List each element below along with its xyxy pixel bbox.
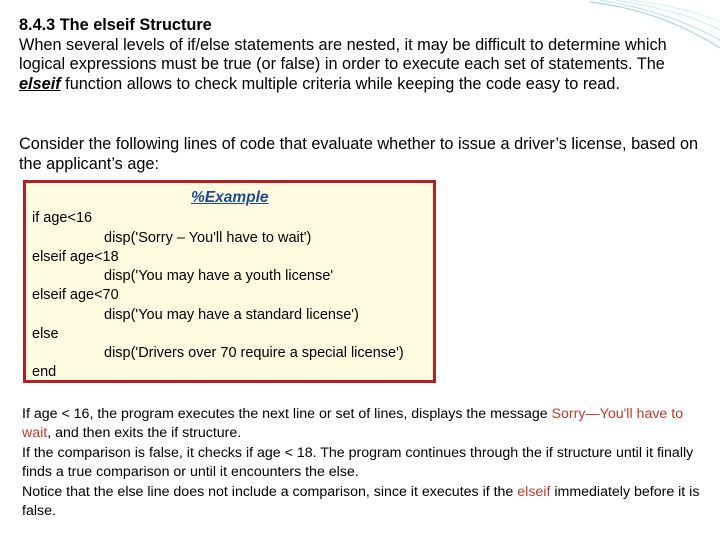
section-title: 8.4.3 The elseif Structure [19, 16, 212, 34]
highlight-text: Sorry—You'll have to wait [22, 406, 684, 442]
expl-text: , and then exits the if structure. [47, 425, 242, 442]
intro-paragraph [19, 36, 709, 95]
code-caption: %Example [191, 189, 269, 206]
explanation-paragraph [22, 483, 702, 522]
expl-text: If age < 16, the program executes the next line or set of lines, displays the message [22, 406, 552, 422]
expl-text: immediately before it is false. [22, 483, 700, 520]
explanation-paragraph: If the comparison is false, it checks if age < 18. The program continues through the if structure until it finally finds a true comparison or until it encounters the else. [22, 444, 694, 481]
highlight-text: elseif [517, 483, 551, 500]
code-line: else [32, 326, 59, 342]
code-line: elseif age<70 [32, 287, 119, 303]
consider-paragraph: Consider the following lines of code that evaluate whether to issue a driver’s license, based on the applicant’s age: [19, 135, 699, 173]
intro-text-b: function allows to check multiple criteria while keeping the code easy to read. [60, 74, 620, 93]
code-example-box [23, 180, 436, 383]
expl-text: Notice that the else line does not include a comparison, since it executes if the [22, 483, 518, 500]
intro-text-a: When several levels of if/else statements are nested, it may be difficult to determine which logical expressions must be true (or false) in order to execute each set of statements. The [19, 35, 667, 74]
explanation-section [22, 405, 702, 521]
code-line: disp('You may have a youth license' [104, 268, 334, 284]
explanation-paragraph [22, 405, 702, 444]
code-line: end [32, 364, 57, 380]
code-line: disp('You may have a standard license') [104, 307, 359, 323]
code-line: disp('Sorry – You'll have to wait') [104, 230, 312, 246]
code-line: disp('Drivers over 70 require a special license') [104, 345, 404, 361]
code-line: if age<16 [32, 210, 93, 226]
intro-section [19, 16, 709, 94]
elseif-keyword: elseif [19, 74, 61, 93]
code-line: elseif age<18 [32, 249, 119, 265]
